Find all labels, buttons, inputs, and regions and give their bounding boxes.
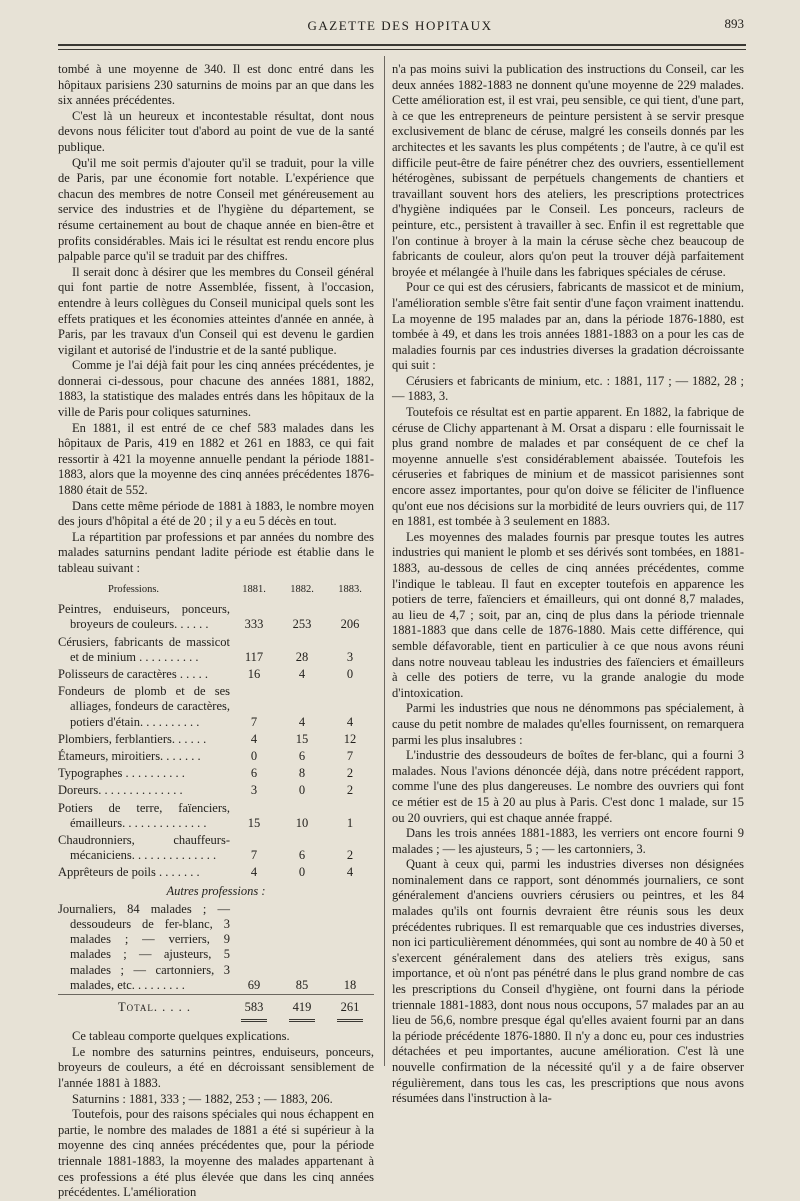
count-y1883: 4	[346, 714, 354, 729]
header-rule	[58, 44, 746, 46]
paragraph: L'industrie des dessoudeurs de boîtes de fer-blanc, qui a fourni 3 malades. Nous l'avions dénoncée déjà, dans notre précédent rapport, comme l'une des plus dangereuses. Le nombre des ouvriers qui font ce métier est de 15 à 20 au plus à Paris. C'est donc 1 malade, sur 15 ou 20 ouvriers, qui est chaque année frappé.	[392, 748, 744, 825]
profession-label: Cérusiers, fabricants de massicot et de minium . . . . . . . . . .	[58, 634, 230, 664]
count-y1883: 2	[346, 783, 354, 798]
count-y1883: 3	[346, 649, 354, 664]
paragraph: Saturnins : 1881, 333 ; — 1882, 253 ; — 1883, 206.	[72, 1091, 333, 1106]
table-row	[58, 782, 374, 799]
count-y1882: 10	[295, 815, 309, 830]
count-y1882: 6	[298, 749, 306, 764]
table-row	[58, 634, 374, 666]
double-rule	[326, 1016, 374, 1023]
paragraph: Le nombre des saturnins peintres, enduiseurs, ponceurs, broyeurs de couleurs, a été en décroissant sensiblement de l'année 1881 à 1883.	[58, 1044, 374, 1091]
total-row	[58, 995, 374, 1017]
table-row	[58, 748, 374, 765]
profession-label: Apprêteurs de poils . . . . . . .	[58, 865, 200, 880]
count-y1882: 0	[298, 865, 306, 880]
paragraph: Comme je l'ai déjà fait pour les cinq années précédentes, je donnerai ci-dessous, pour chacune des années 1881, 1882, 1883, la statistique des malades entrés dans les hôpitaux de la ville de Paris pour coliques saturnines.	[58, 358, 374, 420]
paragraph: Il serait donc à désirer que les membres du Conseil général qui font partie de notre Assemblée, fissent, à l'occasion, entendre à leurs collègues du Conseil municipal quels sont les effets pratiques et les économies atteintes d'année en année, à Paris, par les travaux d'un Conseil qui est devenu le gardien vigilant et autorisé de l'industrie et de la santé publique.	[58, 264, 374, 357]
paragraph: Toutefois ce résultat est en partie apparent. En 1882, la fabrique de céruse de Clichy appartenant à M. Orsat a disparu : elle fournissait le plus grand nombre de malades et par conséquent de ce chef la moyenne annuelle s'est considérablement abaissée. Toutefois les céruseries et fabriques de minium et de massicot parisiennes sont encore assez importantes, pour qu'on doive se féliciter de l'influence qu'ont eue nos décisions sur la morbidité de leurs ouvriers qui, de 117 en 1881, est tombée à 3 seulement en 1883.	[392, 405, 744, 529]
count-y1883: 0	[346, 667, 354, 681]
paragraph: tombé à une moyenne de 340. Il est donc entré dans les hôpitaux parisiens 230 saturnins de moins par an que dans les six années précédentes.	[58, 62, 374, 108]
double-rule	[230, 1016, 278, 1023]
count-y1883: 261	[326, 995, 374, 1017]
paragraph: Quant à ceux qui, parmi les industries diverses non désignées nominalement dans ce rapport, sont dénommés journaliers, ce sont généralement d'anciens ouvriers cérusiers ou peintres, et les 84 malades qu'ils ont fournis devraient être réunis sous les deux précédentes rubriques. Il est remarquable que ces industries diverses, non ici particulièrement dénommées, qui sont au nombre de 40 à 50 et s'exercent généralement dans des ateliers très exigus, sans importance, et où n'ont pas pénétré dans le plus grand nombre de cas les prescriptions du Conseil d'hygiène, ont fourni dans la période triennale 1881-1883, dont nous nous occupons, 57 malades par an au lieu de 56,6, nombre presque égal qu'elles avaient fourni par an dans la période précédente 1876-1880. Il n'y a donc eu, pour ces industries détachées et peu importantes, aucune amélioration. C'est là une nouvelle confirmation de la nécessité qu'il y a de faire observer régulièrement, dans tous les cas, les prescriptions que nous avons résumées dans l'instruction à la-	[392, 857, 744, 1106]
paragraph: Cérusiers et fabricants de minium, etc. : 1881, 117 ; — 1882, 28 ; — 1883, 3.	[392, 373, 744, 404]
count-y1881: 583	[230, 995, 278, 1017]
count-y1882: 8	[298, 766, 306, 781]
paragraph: Dans cette même période de 1881 à 1883, le nombre moyen des jours d'hôpital a été de 20 ; il y a eu 5 décès en tout.	[58, 498, 374, 529]
table-header-row	[58, 581, 374, 602]
count-y1881: 15	[247, 815, 261, 830]
column-header: Professions.	[108, 583, 160, 595]
count-y1883: 4	[346, 865, 354, 880]
profession-label: Polisseurs de caractères . . . . .	[58, 667, 208, 681]
count-y1882: 253	[292, 617, 312, 632]
count-y1882: 85	[295, 977, 309, 992]
table-row	[58, 666, 374, 683]
paragraph: La répartition par professions et par années du nombre des malades saturnins pendant ladite période est établie dans le tableau suivant :	[58, 529, 374, 575]
count-y1882: 15	[295, 731, 309, 746]
profession-label: Peintres, enduiseurs, ponceurs, broyeurs de couleurs. . . . . .	[58, 602, 230, 632]
count-y1882: 4	[298, 714, 306, 729]
paragraph: C'est là un heureux et incontestable résultat, dont nous devons nous féliciter tout d'abord au point de vue de la santé publique.	[58, 108, 374, 154]
paragraph: Toutefois, pour des raisons spéciales qui nous échappent en partie, le nombre des malades de 1881 a été si supérieur à la moyenne des cinq années précédentes que, pour la période triennale 1881-1883, la moyenne des malades appartenant à ces professions a été plus élevée que dans les cinq années précédentes. L'amélioration	[58, 1107, 374, 1200]
page-number: 893	[724, 16, 744, 31]
header-rule-thin	[58, 49, 746, 50]
count-y1881: 7	[250, 714, 258, 729]
profession-label: Chaudronniers, chauffeurs-mécaniciens. . . . . . . . . . . . . .	[58, 833, 230, 863]
paragraph: Dans les trois années 1881-1883, les verriers ont encore fourni 9 malades ; — les ajusteurs, 5 ; — les cartonniers, 3.	[392, 826, 744, 856]
saturnism-statistics-table	[58, 581, 374, 1024]
profession-label: Total. . . . .	[58, 995, 230, 1017]
count-y1881: 7	[250, 848, 258, 863]
table-row	[58, 731, 374, 748]
paragraph: Pour ce qui est des cérusiers, fabricants de massicot et de minium, l'amélioration semble s'être fait sentir d'une façon vraiment inattendu. La moyenne de 195 malades par an, dans la période 1876-1880, est tombée à 49, et dans les trois années 1881-1883 on a pour les cas de maladies fournis par ces industries diverses la gradation décroissante qui suit :	[392, 280, 744, 373]
table-row	[58, 864, 374, 881]
count-y1882: 6	[298, 848, 306, 863]
right-column	[392, 62, 744, 1107]
page-header	[0, 14, 800, 36]
count-y1881: 0	[250, 749, 258, 764]
count-y1882: 0	[298, 783, 306, 798]
profession-label: Étameurs, miroitiers. . . . . . .	[58, 749, 201, 764]
count-y1881: 4	[250, 731, 258, 746]
double-rule-row	[58, 1016, 374, 1023]
other-professions-subhead: Autres professions :	[166, 883, 266, 898]
count-y1881: 3	[250, 783, 258, 798]
count-y1882: 4	[298, 667, 306, 681]
double-rule-line	[241, 1019, 267, 1022]
count-y1881: 333	[244, 617, 264, 632]
spacer	[58, 1016, 230, 1023]
count-y1881: 69	[247, 977, 261, 992]
count-y1883: 2	[346, 766, 354, 781]
column-header: 1883.	[338, 583, 362, 595]
count-y1882: 419	[278, 995, 326, 1017]
table-row	[58, 683, 374, 731]
profession-label: Doreurs. . . . . . . . . . . . . .	[58, 783, 183, 798]
double-rule-line	[289, 1019, 315, 1022]
count-y1883: 7	[346, 749, 354, 764]
profession-label: Fondeurs de plomb et de ses alliages, fondeurs de caractères, potiers d'étain. . . . . . . . . .	[58, 684, 230, 729]
profession-label: Typographes . . . . . . . . . .	[58, 766, 185, 781]
table-row	[58, 901, 374, 995]
table-row	[58, 800, 374, 832]
count-y1883: 206	[340, 617, 360, 632]
count-y1881: 4	[250, 865, 258, 880]
profession-label: Plombiers, ferblantiers. . . . . .	[58, 731, 207, 746]
table-body	[58, 601, 374, 1023]
double-rule	[278, 1016, 326, 1023]
profession-label: Journaliers, 84 malades ; — dessoudeurs de fer-blanc, 3 malades ; — verriers, 9 malades ; — ajusteurs, 5 malades ; — cartonniers, 3 malades, etc. . . . . . . . .	[58, 901, 230, 992]
count-y1881: 117	[244, 649, 264, 664]
column-divider	[384, 56, 385, 1066]
paragraph: Parmi les industries que nous ne dénommons pas spécialement, à cause du petit nombre de malades qu'elles fournissent, on remarquera parmi les plus insalubres :	[392, 701, 744, 747]
paragraph: Qu'il me soit permis d'ajouter qu'il se traduit, pour la ville de Paris, par une économie fort notable. L'expérience que chacun des membres de notre Conseil met généreusement au service des industries et de l'hygiène du département, se résume certainement au bout de chaque année en bien-être et profits considérables. Mais ici le résultat est rendu encore plus palpable parce qu'il se traduit par des chiffres.	[58, 155, 374, 264]
paragraph: En 1881, il est entré de ce chef 583 malades dans les hôpitaux de Paris, 419 en 1882 et 261 en 1883, ce qui fait ressortir à 421 la moyenne annuelle pendant la période 1881-1883, alors que la moyenne des cinq années précédentes 1876-1880 était de 552.	[58, 420, 374, 498]
paragraph: Ce tableau comporte quelques explications.	[72, 1029, 290, 1044]
subhead-row	[58, 882, 374, 901]
column-header: 1881.	[242, 583, 266, 595]
table-row	[58, 832, 374, 864]
count-y1883: 12	[343, 731, 357, 746]
count-y1881: 6	[250, 766, 258, 781]
count-y1881: 16	[247, 667, 261, 681]
count-y1882: 28	[295, 649, 309, 664]
column-header: 1882.	[290, 583, 314, 595]
profession-label: Potiers de terre, faïenciers, émailleurs. . . . . . . . . . . . . .	[58, 800, 230, 830]
double-rule-line	[337, 1019, 363, 1022]
count-y1883: 2	[346, 848, 354, 863]
left-column	[58, 62, 374, 1201]
table-row	[58, 601, 374, 633]
count-y1883: 1	[346, 815, 354, 830]
running-title: GAZETTE DES HOPITAUX	[307, 18, 493, 33]
paragraph: Les moyennes des malades fournis par presque toutes les autres industries qui manient le plomb et ses dérivés sont tombées, en 1881-1883, au-dessous de celles de cinq années précédentes, comme l'indique le tableau. Il faut en excepter toutefois en apparence les potiers de terre, faïenciers et émailleurs, qui ont donné 8,7 malades, au lieu de 4,7 ; soit, par an, cinq de plus dans la période triennale 1881-1883 que dans celle de 1876-1880. Mais cette différence, qui semble défavorable, tient en particulier à ce que nous avons réuni dans notre nouveau tableau les industries des faïenciers et émailleurs à celle des potiers de terre, vu la grande analogie du mode d'intoxication.	[392, 529, 744, 700]
count-y1883: 18	[343, 977, 357, 992]
paragraph: n'a pas moins suivi la publication des instructions du Conseil, car les deux années 1882-1883 ne donnent qu'une moyenne de 229 malades. Cette amélioration est, il est vrai, peu sensible, ce qui tient, d'une part, à ce que les entrepreneurs de peinture persistent à se servir presque exclusivement de blanc de céruse, malgré les conseils donnés par les architectes et les savants les plus compétents ; de l'autre, à ce qu'il est difficile peut-être de faire pénétrer chez des ouvriers, essentiellement hétérogènes, subissant de perpétuels changements de chantiers et travaillant souvent hors des ateliers, les prescriptions protectrices d'hygiène indiquées par le Conseil. Les ponceurs, racleurs de peinture, etc., persistent à travailler à sec. Enfin il est regrettable que l'on continue à broyer à la main la céruse sèche chez beaucoup de fabricants de couleur, alors qu'on peut la trouver déjà parfaitement broyée et mélangée à l'huile dans les fabriques spéciales de céruse.	[392, 62, 744, 279]
table-row	[58, 765, 374, 782]
